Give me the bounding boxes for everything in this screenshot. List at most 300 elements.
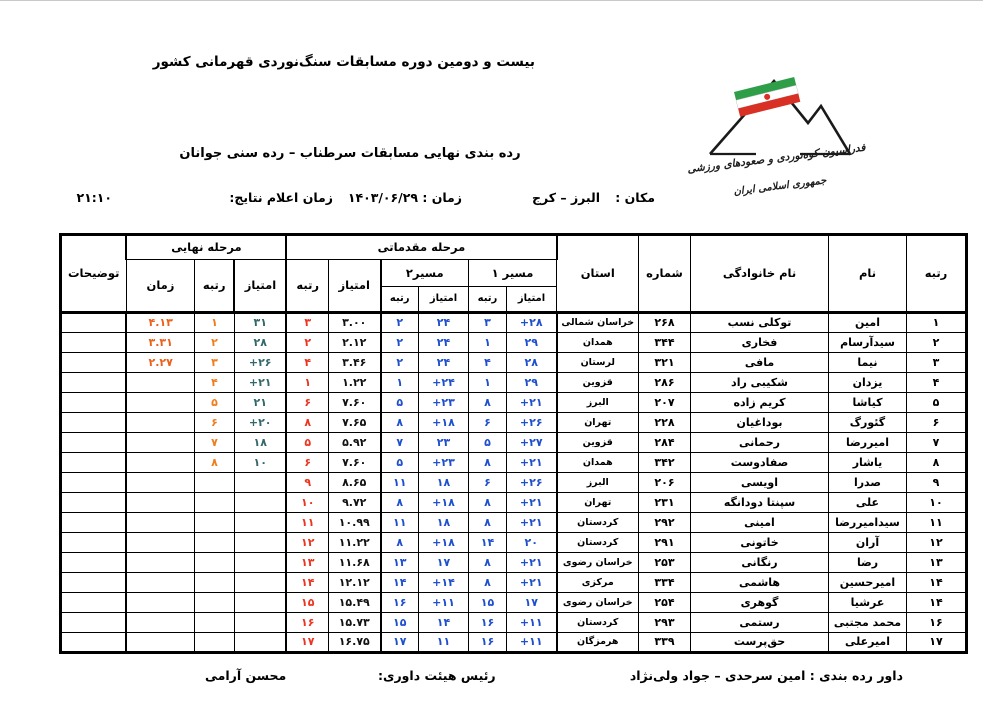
cell-fs bbox=[234, 573, 286, 593]
cell-name: رضا bbox=[829, 553, 907, 573]
group-header-final: مرحله نهایی bbox=[126, 235, 286, 260]
cell-fr bbox=[194, 573, 234, 593]
head-judge-label: رئیس هیئت داوری: bbox=[378, 668, 496, 683]
cell-pr: ۴ bbox=[286, 353, 328, 373]
cell-r1s: +۲۷ bbox=[507, 433, 557, 453]
event-info-line bbox=[0, 190, 983, 210]
col-header-final-score: امتیاز bbox=[234, 260, 286, 313]
cell-surname: مافی bbox=[691, 353, 829, 373]
cell-name: یزدان bbox=[829, 373, 907, 393]
cell-bib: ۲۸۴ bbox=[639, 433, 691, 453]
cell-pr: ۳ bbox=[286, 313, 328, 333]
cell-surname: گوهری bbox=[691, 593, 829, 613]
cell-ft bbox=[126, 593, 194, 613]
iran-flag-icon bbox=[734, 77, 800, 117]
cell-r2s: +۲۳ bbox=[419, 393, 469, 413]
cell-name: امیرحسین bbox=[829, 573, 907, 593]
cell-r1r: ۸ bbox=[469, 493, 507, 513]
table-row bbox=[60, 433, 966, 453]
cell-r2s: ۱۸ bbox=[419, 473, 469, 493]
cell-surname: رحمانی bbox=[691, 433, 829, 453]
cell-rank: ۵ bbox=[907, 393, 967, 413]
cell-fs: +۲۶ bbox=[234, 353, 286, 373]
cell-ps: ۱۶.۷۵ bbox=[329, 633, 381, 653]
table-row bbox=[60, 613, 966, 633]
cell-fs: +۲۰ bbox=[234, 413, 286, 433]
cell-r1s: ۲۹ bbox=[507, 373, 557, 393]
location-label: مکان : bbox=[615, 190, 655, 205]
table-row bbox=[60, 573, 966, 593]
cell-r1s: +۲۱ bbox=[507, 553, 557, 573]
table-row bbox=[60, 533, 966, 553]
cell-fr: ۲ bbox=[194, 333, 234, 353]
table-row bbox=[60, 593, 966, 613]
cell-ft bbox=[126, 473, 194, 493]
cell-ps: ۲.۱۲ bbox=[329, 333, 381, 353]
cell-note bbox=[60, 633, 126, 653]
cell-name: امین bbox=[829, 313, 907, 333]
cell-ps: ۸.۶۵ bbox=[329, 473, 381, 493]
cell-r1s: +۲۱ bbox=[507, 453, 557, 473]
cell-rank: ۳ bbox=[907, 353, 967, 373]
cell-r2r: ۱۱ bbox=[381, 513, 419, 533]
cell-name: آران bbox=[829, 533, 907, 553]
table-row bbox=[60, 313, 966, 333]
cell-r1r: ۸ bbox=[469, 573, 507, 593]
cell-rank: ۱۲ bbox=[907, 533, 967, 553]
cell-r2r: ۱ bbox=[381, 373, 419, 393]
table-row bbox=[60, 493, 966, 513]
cell-pr: ۹ bbox=[286, 473, 328, 493]
cell-r1r: ۱ bbox=[469, 333, 507, 353]
cell-r2r: ۵ bbox=[381, 393, 419, 413]
cell-r1s: +۱۱ bbox=[507, 613, 557, 633]
cell-rank: ۱۱ bbox=[907, 513, 967, 533]
col-header-final-rank: رتبه bbox=[194, 260, 234, 313]
cell-r2r: ۲ bbox=[381, 313, 419, 333]
cell-ps: ۱۰.۹۹ bbox=[329, 513, 381, 533]
cell-r1r: ۱۵ bbox=[469, 593, 507, 613]
col-header-route1-score: امتیاز bbox=[507, 287, 557, 313]
cell-r2r: ۱۵ bbox=[381, 613, 419, 633]
cell-r2r: ۸ bbox=[381, 533, 419, 553]
cell-name: امیررضا bbox=[829, 433, 907, 453]
cell-rank: ۱۴ bbox=[907, 573, 967, 593]
head-judge-name: محسن آرامی bbox=[205, 668, 287, 683]
table-row bbox=[60, 513, 966, 533]
logo-text-line2: جمهوری اسلامی ایران bbox=[732, 175, 828, 198]
date-value: ۱۴۰۳/۰۶/۲۹ bbox=[347, 190, 418, 205]
cell-ft bbox=[126, 493, 194, 513]
cell-rank: ۶ bbox=[907, 413, 967, 433]
cell-surname: خاتونی bbox=[691, 533, 829, 553]
cell-name: گئورگ bbox=[829, 413, 907, 433]
cell-name: سیدآرسام bbox=[829, 333, 907, 353]
cell-rank: ۱۳ bbox=[907, 553, 967, 573]
cell-r1r: ۶ bbox=[469, 473, 507, 493]
cell-r2s: +۲۴ bbox=[419, 373, 469, 393]
cell-r1r: ۱۴ bbox=[469, 533, 507, 553]
cell-surname: هاشمی bbox=[691, 573, 829, 593]
cell-note bbox=[60, 553, 126, 573]
cell-province: البرز bbox=[557, 473, 639, 493]
cell-ft: ۴.۱۳ bbox=[126, 313, 194, 333]
cell-fr bbox=[194, 633, 234, 653]
cell-ft bbox=[126, 553, 194, 573]
cell-note bbox=[60, 573, 126, 593]
cell-name: صدرا bbox=[829, 473, 907, 493]
cell-pr: ۱۳ bbox=[286, 553, 328, 573]
cell-fr bbox=[194, 613, 234, 633]
cell-fs bbox=[234, 613, 286, 633]
subgroup-header-route2: مسیر۲ bbox=[381, 260, 469, 287]
col-header-name: نام bbox=[829, 235, 907, 313]
col-header-prelim-score: امتیاز bbox=[329, 260, 381, 313]
cell-ft bbox=[126, 613, 194, 633]
cell-rank: ۲ bbox=[907, 333, 967, 353]
cell-pr: ۵ bbox=[286, 433, 328, 453]
cell-ft bbox=[126, 393, 194, 413]
cell-bib: ۳۳۹ bbox=[639, 633, 691, 653]
cell-r1s: +۲۸ bbox=[507, 313, 557, 333]
cell-fr bbox=[194, 553, 234, 573]
cell-surname: رنگانی bbox=[691, 553, 829, 573]
cell-name: نیما bbox=[829, 353, 907, 373]
cell-fs bbox=[234, 633, 286, 653]
cell-surname: رستمی bbox=[691, 613, 829, 633]
cell-rank: ۸ bbox=[907, 453, 967, 473]
cell-r1r: ۴ bbox=[469, 353, 507, 373]
cell-r1r: ۱ bbox=[469, 373, 507, 393]
cell-note bbox=[60, 413, 126, 433]
cell-province: تهران bbox=[557, 493, 639, 513]
table-row bbox=[60, 453, 966, 473]
cell-surname: توکلی نسب bbox=[691, 313, 829, 333]
cell-r2s: +۱۸ bbox=[419, 493, 469, 513]
cell-ps: ۱.۲۲ bbox=[329, 373, 381, 393]
page-subtitle: رده بندی نهایی مسابقات سرطناب – رده سنی جوانان bbox=[179, 146, 521, 161]
cell-fr: ۴ bbox=[194, 373, 234, 393]
cell-surname: بوداغیان bbox=[691, 413, 829, 433]
cell-fs: +۲۱ bbox=[234, 373, 286, 393]
cell-bib: ۲۰۶ bbox=[639, 473, 691, 493]
table-row bbox=[60, 333, 966, 353]
cell-province: خراسان رضوی bbox=[557, 593, 639, 613]
cell-r2s: ۱۷ bbox=[419, 553, 469, 573]
cell-r1r: ۸ bbox=[469, 453, 507, 473]
cell-rank: ۱۰ bbox=[907, 493, 967, 513]
cell-note bbox=[60, 313, 126, 333]
cell-note bbox=[60, 333, 126, 353]
cell-name: سیدامیررضا bbox=[829, 513, 907, 533]
cell-r2r: ۸ bbox=[381, 493, 419, 513]
cell-province: تهران bbox=[557, 413, 639, 433]
cell-fr bbox=[194, 533, 234, 553]
cell-province: کردستان bbox=[557, 513, 639, 533]
cell-fr: ۷ bbox=[194, 433, 234, 453]
cell-province: مرکزی bbox=[557, 573, 639, 593]
cell-r1r: ۶ bbox=[469, 413, 507, 433]
category-judges: داور رده بندی : امین سرحدی – جواد ولی‌نژاد bbox=[629, 668, 903, 683]
cell-rank: ۱۷ bbox=[907, 633, 967, 653]
cell-pr: ۱۷ bbox=[286, 633, 328, 653]
cell-note bbox=[60, 373, 126, 393]
cell-r1s: +۲۱ bbox=[507, 573, 557, 593]
cell-fs: ۲۱ bbox=[234, 393, 286, 413]
cell-fs bbox=[234, 533, 286, 553]
cell-province: همدان bbox=[557, 333, 639, 353]
cell-ft bbox=[126, 573, 194, 593]
cell-r2s: +۱۱ bbox=[419, 593, 469, 613]
cell-pr: ۱۲ bbox=[286, 533, 328, 553]
cell-surname: فخاری bbox=[691, 333, 829, 353]
cell-bib: ۳۳۴ bbox=[639, 573, 691, 593]
cell-r1s: +۲۶ bbox=[507, 413, 557, 433]
cell-surname: اویسی bbox=[691, 473, 829, 493]
cell-ft: ۲.۲۷ bbox=[126, 353, 194, 373]
cell-fs: ۳۱ bbox=[234, 313, 286, 333]
cell-ps: ۱۱.۲۲ bbox=[329, 533, 381, 553]
results-time-value: ۲۱:۱۰ bbox=[76, 190, 112, 205]
cell-surname: صفادوست bbox=[691, 453, 829, 473]
cell-r2r: ۷ bbox=[381, 433, 419, 453]
cell-province: لرستان bbox=[557, 353, 639, 373]
table-row bbox=[60, 373, 966, 393]
cell-province: کردستان bbox=[557, 533, 639, 553]
cell-surname: حق‌پرست bbox=[691, 633, 829, 653]
cell-surname: شکیبی راد bbox=[691, 373, 829, 393]
cell-ft: ۳.۳۱ bbox=[126, 333, 194, 353]
cell-r2s: ۲۴ bbox=[419, 353, 469, 373]
cell-province: کردستان bbox=[557, 613, 639, 633]
cell-ps: ۱۵.۴۹ bbox=[329, 593, 381, 613]
table-row bbox=[60, 473, 966, 493]
results-table bbox=[59, 233, 968, 654]
date-group bbox=[348, 190, 462, 205]
cell-pr: ۸ bbox=[286, 413, 328, 433]
cell-ps: ۱۲.۱۲ bbox=[329, 573, 381, 593]
cell-province: خراسان شمالی bbox=[557, 313, 639, 333]
cell-fs bbox=[234, 493, 286, 513]
cell-r2s: +۱۸ bbox=[419, 533, 469, 553]
date-label: زمان : bbox=[422, 190, 462, 205]
window-top-edge bbox=[0, 0, 983, 1]
cell-r2s: ۱۸ bbox=[419, 513, 469, 533]
cell-r1s: +۲۱ bbox=[507, 493, 557, 513]
cell-r1s: +۲۶ bbox=[507, 473, 557, 493]
logo-text-line1: فدراسیون کوه‌نوردی و صعودهای ورزشی bbox=[686, 141, 867, 176]
cell-note bbox=[60, 533, 126, 553]
cell-ft bbox=[126, 533, 194, 553]
cell-pr: ۱۰ bbox=[286, 493, 328, 513]
cell-bib: ۳۴۴ bbox=[639, 333, 691, 353]
cell-note bbox=[60, 513, 126, 533]
cell-r2r: ۱۷ bbox=[381, 633, 419, 653]
cell-rank: ۱ bbox=[907, 313, 967, 333]
cell-province: هرمزگان bbox=[557, 633, 639, 653]
cell-bib: ۲۹۱ bbox=[639, 533, 691, 553]
cell-r1s: +۲۱ bbox=[507, 393, 557, 413]
location-value: البرز – کرج bbox=[531, 190, 600, 205]
cell-r2s: ۱۱ bbox=[419, 633, 469, 653]
col-header-surname: نام خانوادگی bbox=[691, 235, 829, 313]
cell-r2r: ۵ bbox=[381, 453, 419, 473]
cell-ps: ۳.۴۶ bbox=[329, 353, 381, 373]
cell-fs bbox=[234, 553, 286, 573]
cell-note bbox=[60, 493, 126, 513]
cell-ft bbox=[126, 633, 194, 653]
group-header-preliminary: مرحله مقدماتی bbox=[286, 235, 556, 260]
cell-pr: ۱۱ bbox=[286, 513, 328, 533]
cell-name: کیاشا bbox=[829, 393, 907, 413]
cell-ps: ۹.۷۲ bbox=[329, 493, 381, 513]
cell-r1s: +۱۱ bbox=[507, 633, 557, 653]
cell-fr bbox=[194, 513, 234, 533]
cell-surname: امینی bbox=[691, 513, 829, 533]
cell-r2r: ۸ bbox=[381, 413, 419, 433]
cell-name: یاشار bbox=[829, 453, 907, 473]
cell-ft bbox=[126, 433, 194, 453]
cell-fr bbox=[194, 493, 234, 513]
cell-ps: ۵.۹۲ bbox=[329, 433, 381, 453]
cell-fr: ۸ bbox=[194, 453, 234, 473]
cell-fr: ۱ bbox=[194, 313, 234, 333]
cell-ps: ۷.۶۰ bbox=[329, 453, 381, 473]
cell-pr: ۶ bbox=[286, 453, 328, 473]
table-row bbox=[60, 393, 966, 413]
cell-r2r: ۲ bbox=[381, 353, 419, 373]
col-header-bib: شماره bbox=[639, 235, 691, 313]
cell-r2s: ۱۴ bbox=[419, 613, 469, 633]
cell-name: عرشیا bbox=[829, 593, 907, 613]
cell-rank: ۹ bbox=[907, 473, 967, 493]
cell-province: البرز bbox=[557, 393, 639, 413]
cell-r1s: ۲۰ bbox=[507, 533, 557, 553]
col-header-route2-score: امتیاز bbox=[419, 287, 469, 313]
cell-r1r: ۵ bbox=[469, 433, 507, 453]
cell-fs bbox=[234, 473, 286, 493]
cell-fs bbox=[234, 593, 286, 613]
cell-pr: ۱ bbox=[286, 373, 328, 393]
cell-ps: ۳.۰۰ bbox=[329, 313, 381, 333]
table-row bbox=[60, 413, 966, 433]
cell-pr: ۱۵ bbox=[286, 593, 328, 613]
cell-bib: ۳۲۱ bbox=[639, 353, 691, 373]
cell-note bbox=[60, 433, 126, 453]
cell-province: همدان bbox=[557, 453, 639, 473]
cell-fs: ۱۰ bbox=[234, 453, 286, 473]
col-header-prelim-rank: رتبه bbox=[286, 260, 328, 313]
cell-bib: ۳۴۲ bbox=[639, 453, 691, 473]
cell-ps: ۱۵.۷۳ bbox=[329, 613, 381, 633]
cell-bib: ۲۸۶ bbox=[639, 373, 691, 393]
cell-pr: ۱۶ bbox=[286, 613, 328, 633]
cell-note bbox=[60, 393, 126, 413]
cell-ft bbox=[126, 373, 194, 393]
cell-r2r: ۱۶ bbox=[381, 593, 419, 613]
cell-fr bbox=[194, 593, 234, 613]
cell-r1r: ۱۶ bbox=[469, 633, 507, 653]
cell-pr: ۱۴ bbox=[286, 573, 328, 593]
cell-r1r: ۳ bbox=[469, 313, 507, 333]
col-header-route1-rank: رتبه bbox=[469, 287, 507, 313]
cell-note bbox=[60, 353, 126, 373]
cell-note bbox=[60, 593, 126, 613]
table-row bbox=[60, 633, 966, 653]
cell-fr bbox=[194, 473, 234, 493]
cell-r1s: +۲۱ bbox=[507, 513, 557, 533]
cell-surname: کریم زاده bbox=[691, 393, 829, 413]
cell-ps: ۷.۶۰ bbox=[329, 393, 381, 413]
cell-fs: ۱۸ bbox=[234, 433, 286, 453]
table-row bbox=[60, 553, 966, 573]
cell-fs bbox=[234, 513, 286, 533]
cell-surname: سپنتا دودانگه bbox=[691, 493, 829, 513]
cell-ft bbox=[126, 453, 194, 473]
cell-bib: ۲۰۷ bbox=[639, 393, 691, 413]
col-header-notes: توضیحات bbox=[60, 235, 126, 313]
cell-name: علی bbox=[829, 493, 907, 513]
cell-bib: ۲۵۳ bbox=[639, 553, 691, 573]
cell-r1s: ۲۸ bbox=[507, 353, 557, 373]
cell-rank: ۷ bbox=[907, 433, 967, 453]
cell-bib: ۲۲۸ bbox=[639, 413, 691, 433]
cell-fs: ۲۸ bbox=[234, 333, 286, 353]
cell-fr: ۳ bbox=[194, 353, 234, 373]
cell-bib: ۲۹۲ bbox=[639, 513, 691, 533]
footer bbox=[0, 668, 983, 690]
cell-r2s: +۱۸ bbox=[419, 413, 469, 433]
cell-r2s: +۲۳ bbox=[419, 453, 469, 473]
cell-r2s: ۲۴ bbox=[419, 313, 469, 333]
col-header-province: استان bbox=[557, 235, 639, 313]
cell-bib: ۲۳۱ bbox=[639, 493, 691, 513]
cell-province: قزوین bbox=[557, 373, 639, 393]
col-header-route2-rank: رتبه bbox=[381, 287, 419, 313]
cell-rank: ۱۴ bbox=[907, 593, 967, 613]
col-header-final-time: زمان bbox=[126, 260, 194, 313]
cell-r1s: ۱۷ bbox=[507, 593, 557, 613]
cell-pr: ۲ bbox=[286, 333, 328, 353]
cell-note bbox=[60, 613, 126, 633]
cell-bib: ۲۵۴ bbox=[639, 593, 691, 613]
page-title: بیست و دومین دوره مسابقات سنگ‌نوردی قهرمانی کشور bbox=[152, 54, 535, 70]
cell-province: قزوین bbox=[557, 433, 639, 453]
cell-fr: ۶ bbox=[194, 413, 234, 433]
cell-name: محمد مجتبی bbox=[829, 613, 907, 633]
cell-bib: ۲۶۸ bbox=[639, 313, 691, 333]
cell-ps: ۷.۶۵ bbox=[329, 413, 381, 433]
cell-ft bbox=[126, 513, 194, 533]
cell-name: امیرعلی bbox=[829, 633, 907, 653]
cell-r1r: ۸ bbox=[469, 553, 507, 573]
cell-r2s: ۲۳ bbox=[419, 433, 469, 453]
cell-bib: ۲۹۳ bbox=[639, 613, 691, 633]
cell-ps: ۱۱.۶۸ bbox=[329, 553, 381, 573]
cell-note bbox=[60, 473, 126, 493]
cell-r2r: ۱۱ bbox=[381, 473, 419, 493]
cell-fr: ۵ bbox=[194, 393, 234, 413]
col-header-rank: رتبه bbox=[907, 235, 967, 313]
cell-r2s: ۲۴ bbox=[419, 333, 469, 353]
cell-r2r: ۱۳ bbox=[381, 553, 419, 573]
cell-r2s: +۱۴ bbox=[419, 573, 469, 593]
table-row bbox=[60, 353, 966, 373]
cell-pr: ۶ bbox=[286, 393, 328, 413]
cell-r2r: ۱۴ bbox=[381, 573, 419, 593]
results-time-label: زمان اعلام نتایج: bbox=[229, 190, 333, 205]
cell-r1s: ۲۹ bbox=[507, 333, 557, 353]
